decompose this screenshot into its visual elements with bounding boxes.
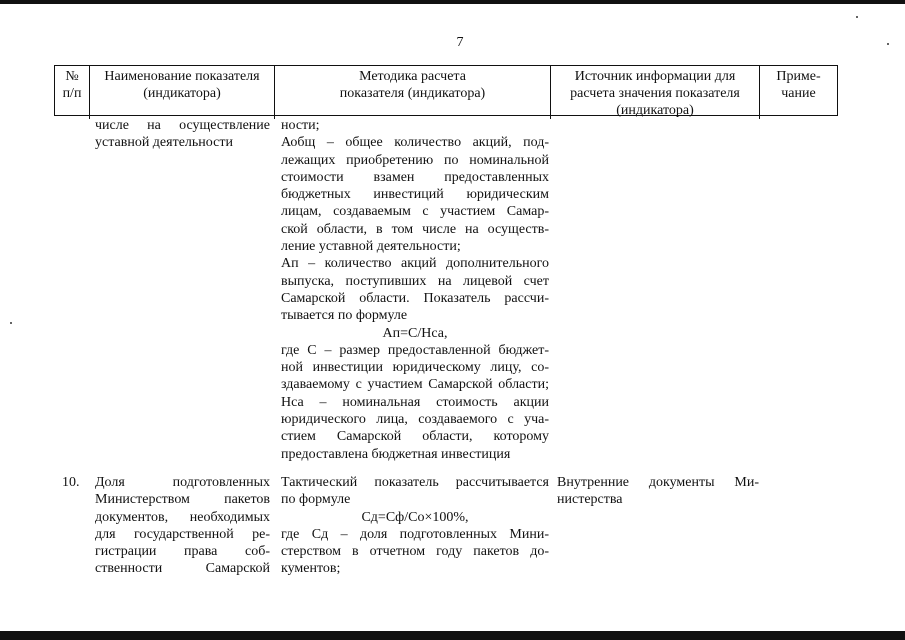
header-text: Методика расчета: [359, 69, 466, 84]
text-line: где Сд – доля подготовленных Мини-: [281, 526, 549, 542]
continued-row-name: [95, 117, 270, 152]
scan-speck: [887, 43, 889, 45]
table-header: [54, 65, 838, 116]
text-line: Аобщ – общее количество акций, под-: [281, 135, 549, 151]
text-line: нистерства: [557, 492, 623, 508]
text-line: Нса – номинальная стоимость акции: [281, 394, 549, 410]
header-text: №: [65, 69, 79, 84]
text-line: ности;: [281, 118, 320, 133]
header-text: (индикатора): [143, 86, 221, 101]
text-line: предоставлена бюджетная инвестиция: [281, 446, 511, 462]
scan-border-top: [0, 0, 905, 4]
text-line: кументов;: [281, 561, 341, 577]
page-number: 7: [456, 35, 464, 50]
header-text: п/п: [62, 86, 82, 101]
scan-speck: [10, 322, 12, 324]
formula: Сд=Сф/Со×100%,: [361, 509, 469, 525]
header-text: показателя (индикатора): [339, 86, 486, 101]
header-text: Приме-: [776, 69, 821, 84]
header-col-source: [551, 66, 760, 119]
text-line: по формуле: [281, 492, 351, 508]
text-line: юридического лица, создаваемого с уча-: [281, 412, 549, 428]
text-line: Ап – количество акций дополнительного: [281, 256, 549, 272]
text-line: выпуска, поступивших на лицевой счет: [281, 273, 549, 289]
text-line: уставной деятельности: [95, 135, 233, 151]
text-line: стием Самарской области, которому: [281, 429, 549, 445]
continued-row-method: [281, 117, 549, 463]
text-line: стерством в отчетном году пакетов до-: [281, 544, 549, 560]
row-10-method: [281, 474, 549, 578]
header-text: расчета значения показателя: [570, 86, 740, 101]
header-col-name: [90, 66, 275, 119]
text-line: Министерством пакетов: [95, 492, 270, 508]
text-line: гистрации права соб-: [95, 544, 270, 560]
row-10-number: [62, 474, 86, 491]
text-line: ской области, в том числе на осуществ-: [281, 221, 549, 237]
text-line: числе на осуществление: [95, 118, 270, 133]
text-line: бюджетных инвестиций юридическим: [281, 187, 549, 203]
text-line: Тактический показатель рассчитывается: [281, 475, 549, 490]
text-line: где С – размер предоставленной бюджет-: [281, 342, 549, 358]
scan-speck: [856, 16, 858, 18]
header-text: (индикатора): [616, 103, 694, 118]
row-10-name: [95, 474, 270, 578]
text-line: лежащих приобретению по номинальной: [281, 152, 549, 168]
row-10-source: [557, 474, 759, 509]
formula: Ап=С/Нса,: [382, 325, 448, 341]
text-line: стоимости взамен предоставленных: [281, 169, 549, 185]
header-text: чание: [781, 86, 816, 101]
header-col-note: [760, 66, 837, 119]
text-line: ление уставной деятельности;: [281, 239, 461, 255]
text-line: Самарской области. Показатель рассчи-: [281, 290, 549, 306]
header-text: Источник информации для: [574, 69, 736, 84]
header-col-number: [55, 66, 90, 119]
row-number: 10.: [62, 475, 80, 490]
text-line: ной инвестиции юридическому лицу, со-: [281, 360, 549, 376]
header-text: Наименование показателя: [104, 69, 260, 84]
text-line: здаваемому с участием Самарской области;: [281, 377, 549, 393]
header-col-method: [275, 66, 551, 119]
text-line: ственности Самарской: [95, 561, 270, 577]
text-line: Внутренние документы Ми-: [557, 475, 759, 490]
text-line: лицам, создаваемым с участием Самар-: [281, 204, 549, 220]
text-line: Доля подготовленных: [95, 475, 270, 490]
scan-border-bottom: [0, 631, 905, 640]
text-line: для государственной ре-: [95, 526, 270, 542]
text-line: документов, необходимых: [95, 509, 270, 525]
text-line: тывается по формуле: [281, 308, 408, 324]
